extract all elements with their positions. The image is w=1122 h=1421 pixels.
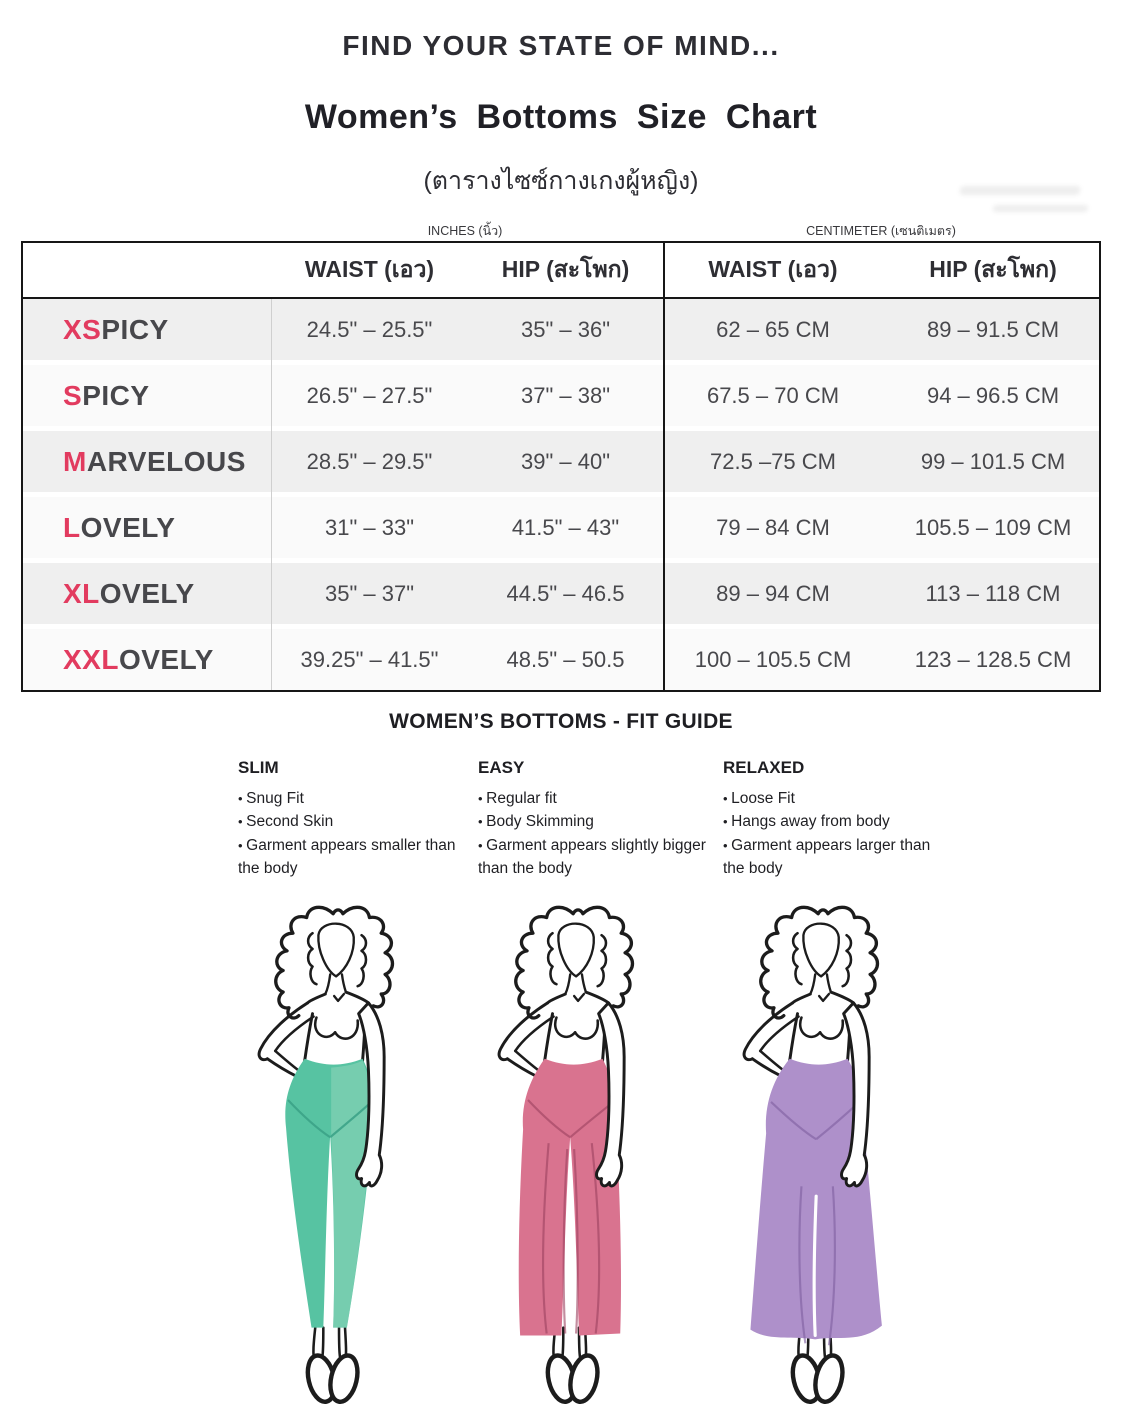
table-row xyxy=(23,365,1099,426)
size-name xyxy=(23,380,271,412)
size-rest: PICY xyxy=(101,313,169,345)
size-rest: ARVELOUS xyxy=(86,445,246,477)
easy-pants xyxy=(519,1059,621,1336)
hip-cm-value: 94 – 96.5 CM xyxy=(926,382,1060,408)
hip-cm-value: 105.5 – 109 CM xyxy=(914,514,1072,540)
fit-guide-columns xyxy=(238,758,1122,880)
fit-bullet: • Garment appears slightly bigger than the body xyxy=(478,834,706,881)
hip-inches-value: 44.5" – 46.5 xyxy=(506,580,625,606)
size-prefix: XL xyxy=(63,577,100,609)
fit-bullet: • Regular fit xyxy=(478,787,706,810)
hip-inches-value: 35" – 36" xyxy=(520,316,611,342)
slim-pants-highlight xyxy=(331,1061,372,1328)
hip-inches-header: HIP (สะโพก) xyxy=(501,256,630,282)
hip-cm-value: 89 – 91.5 CM xyxy=(926,316,1060,342)
name-column-divider xyxy=(271,299,272,690)
hip-cm-value: 113 – 118 CM xyxy=(925,580,1061,606)
table-header-row xyxy=(23,243,1099,299)
size-table xyxy=(21,241,1101,692)
fit-bullets xyxy=(238,787,466,880)
hip-inches-value: 48.5" – 50.5 xyxy=(506,646,625,672)
waist-cm-value: 62 – 65 CM xyxy=(716,316,830,342)
waist-inches-header: WAIST (เอว) xyxy=(304,256,435,282)
centimeter-unit-label: CENTIMETER (เซนติเมตร) xyxy=(806,224,956,238)
size-rest: PICY xyxy=(82,379,150,411)
size-prefix: S xyxy=(63,379,83,411)
size-name xyxy=(23,314,271,346)
easy-figure-svg xyxy=(472,892,688,1412)
slim-figure-svg xyxy=(232,892,448,1412)
size-rest: OVELY xyxy=(99,577,195,609)
fit-guide-figures xyxy=(232,892,1122,1412)
hip-cm-header: HIP (สะโพก) xyxy=(929,256,1057,282)
waist-inches-value: 26.5" – 27.5" xyxy=(306,382,433,408)
unit-labels xyxy=(21,221,1101,241)
table-row xyxy=(23,629,1099,690)
watermark xyxy=(948,182,1098,226)
waist-cm-value: 79 – 84 CM xyxy=(716,514,830,540)
fit-name: SLIM xyxy=(238,758,279,777)
hip-cm-value: 99 – 101.5 CM xyxy=(920,448,1066,474)
hip-inches-value: 41.5" – 43" xyxy=(511,514,620,540)
size-name xyxy=(23,512,271,544)
waist-cm-value: 100 – 105.5 CM xyxy=(694,646,852,672)
size-prefix: M xyxy=(63,445,87,477)
fit-name: RELAXED xyxy=(723,758,805,777)
size-name xyxy=(23,446,271,478)
hip-cm-value: 123 – 128.5 CM xyxy=(914,646,1072,672)
waist-inches-value: 28.5" – 29.5" xyxy=(306,448,433,474)
relaxed-figure-svg xyxy=(717,892,933,1412)
size-rest: OVELY xyxy=(118,643,214,675)
waist-inches-value: 24.5" – 25.5" xyxy=(306,316,433,342)
table-row xyxy=(23,563,1099,624)
size-rest: OVELY xyxy=(80,511,176,543)
fit-column-slim xyxy=(238,758,478,880)
size-prefix: XXL xyxy=(63,643,119,675)
fit-bullets xyxy=(723,787,951,880)
table-row xyxy=(23,497,1099,558)
fit-bullet: • Snug Fit xyxy=(238,787,466,810)
inches-cm-divider xyxy=(663,243,665,690)
waist-inches-value: 39.25" – 41.5" xyxy=(300,646,439,672)
waist-cm-value: 67.5 – 70 CM xyxy=(706,382,840,408)
size-name xyxy=(23,644,271,676)
size-table-section xyxy=(21,221,1101,692)
size-prefix: L xyxy=(63,511,81,543)
hip-inches-value: 39" – 40" xyxy=(520,448,611,474)
waist-cm-value: 72.5 –75 CM xyxy=(710,448,836,474)
table-row xyxy=(23,431,1099,492)
fit-guide-title: WOMEN’S BOTTOMS - FIT GUIDE xyxy=(389,710,733,733)
inches-unit-label: INCHES (นิ้ว) xyxy=(427,224,503,238)
hip-inches-value: 37" – 38" xyxy=(520,382,611,408)
waist-cm-value: 89 – 94 CM xyxy=(716,580,830,606)
fit-bullet: • Garment appears smaller than the body xyxy=(238,834,466,881)
waist-cm-header: WAIST (เอว) xyxy=(708,256,838,282)
page-title: FIND YOUR STATE OF MIND... xyxy=(342,30,780,61)
fit-bullet: • Loose Fit xyxy=(723,787,951,810)
size-name xyxy=(23,578,271,610)
fit-column-relaxed xyxy=(723,758,963,880)
fit-column-easy xyxy=(478,758,723,880)
relaxed-fit-figure-illustration xyxy=(717,892,933,1412)
fit-bullet: • Hangs away from body xyxy=(723,810,951,833)
table-row xyxy=(23,299,1099,360)
fit-bullet: • Garment appears larger than the body xyxy=(723,834,951,881)
fit-bullet: • Body Skimming xyxy=(478,810,706,833)
page-subtitle-thai: (ตารางไซซ์กางเกงผู้หญิง) xyxy=(423,167,699,195)
page-subtitle: Women’s Bottoms Size Chart xyxy=(304,98,818,136)
waist-inches-value: 35" – 37" xyxy=(324,580,415,606)
fit-bullets xyxy=(478,787,706,880)
slim-fit-figure-illustration xyxy=(232,892,448,1412)
fit-bullet: • Second Skin xyxy=(238,810,466,833)
waist-inches-value: 31" – 33" xyxy=(324,514,415,540)
easy-fit-figure-illustration xyxy=(472,892,688,1412)
fit-name: EASY xyxy=(478,758,525,777)
size-prefix: XS xyxy=(63,313,102,345)
